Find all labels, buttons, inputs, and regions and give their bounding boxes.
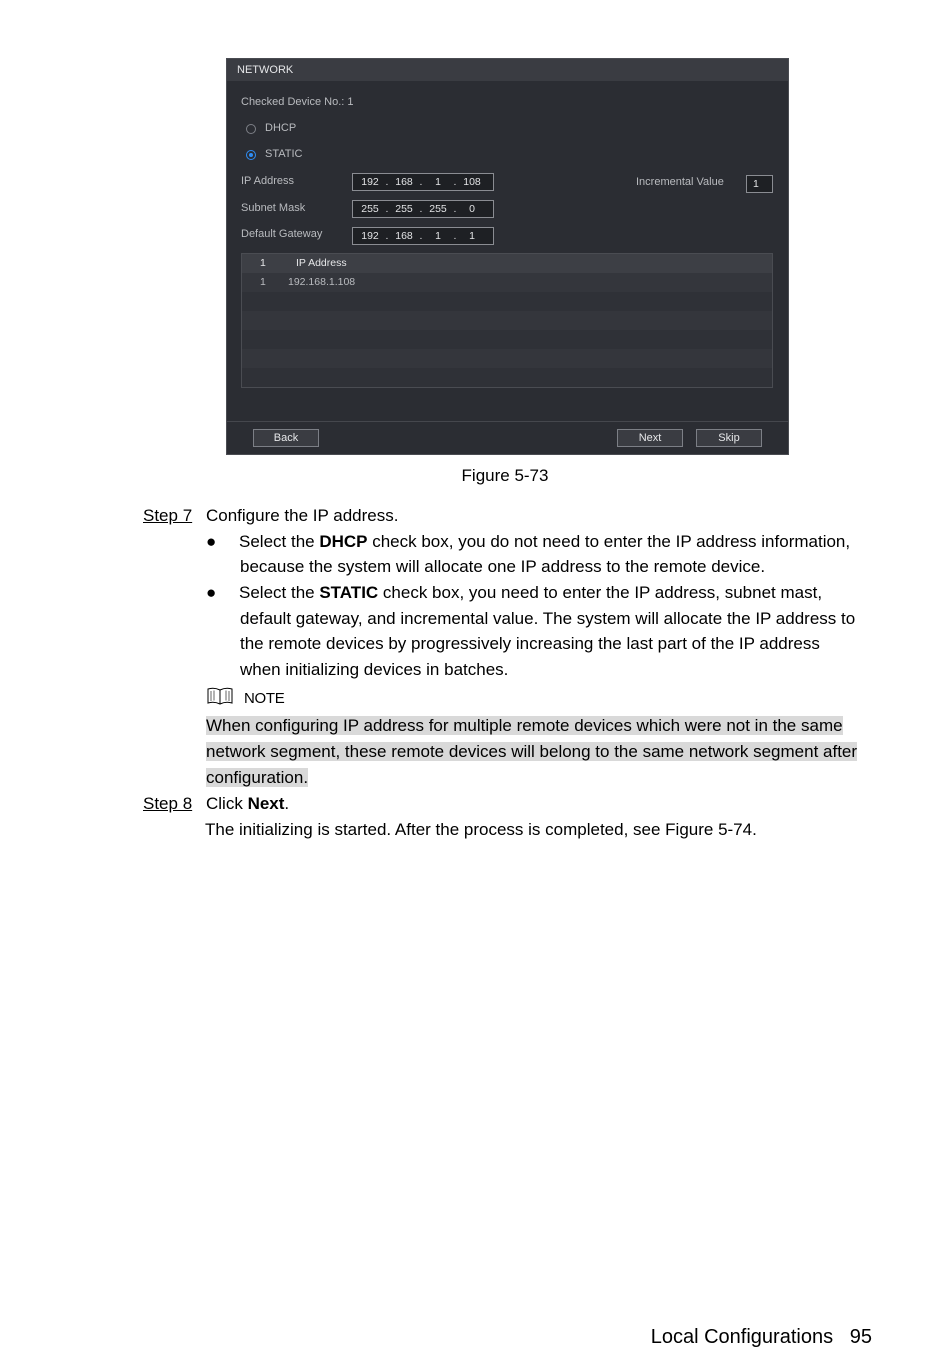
mask-octet-1: 255 [361, 203, 379, 215]
bullet-icon: ● [206, 532, 217, 551]
static-label: STATIC [265, 148, 303, 160]
ip-table [241, 253, 773, 388]
bullet2-line2: default gateway, and incremental value. The system will allocate the IP address to [240, 609, 856, 628]
ip-address-field[interactable]: 192 . 168 . 1 . 108 [352, 173, 494, 191]
page-number: 95 [849, 1326, 872, 1348]
incremental-value-label: Incremental Value [636, 176, 724, 188]
bullet1-line2: because the system will allocate one IP address to the remote device. [240, 557, 766, 576]
checked-device-label: Checked Device No.: 1 [241, 96, 354, 108]
column-header-index: 1 [260, 257, 266, 269]
ip-octet-4: 108 [463, 176, 481, 188]
ip-octet-1: 192 [361, 176, 379, 188]
table-row-empty [242, 292, 772, 311]
row-index: 1 [260, 276, 266, 288]
bullet2-line1: Select the STATIC check box, you need to enter the IP address, subnet mast, [239, 583, 823, 602]
table-row-empty [242, 330, 772, 349]
step8-text: Click Next. [206, 794, 290, 813]
note-line3: configuration. [206, 768, 309, 787]
step8-label: Step 8 [143, 794, 193, 813]
table-row[interactable] [242, 273, 772, 292]
mask-octet-2: 255 [395, 203, 413, 215]
panel-divider [227, 421, 788, 422]
dhcp-radio[interactable] [246, 124, 256, 134]
ip-address-label: IP Address [241, 175, 294, 187]
window-title: NETWORK [227, 59, 788, 81]
static-radio[interactable] [246, 150, 256, 160]
bullet2-line3: the remote devices by progressively increasing the last part of the IP address [240, 634, 820, 653]
column-header-ip: IP Address [296, 257, 347, 269]
gw-octet-2: 168 [395, 230, 413, 242]
ip-octet-2: 168 [395, 176, 413, 188]
gw-octet-4: 1 [469, 230, 475, 242]
note-line1: When configuring IP address for multiple remote devices which were not in the same [206, 716, 843, 735]
default-gateway-field[interactable]: 192 . 168 . 1 . 1 [352, 227, 494, 245]
note-label: NOTE [244, 690, 285, 707]
table-header [242, 254, 772, 273]
bullet2-line4: when initializing devices in batches. [240, 660, 509, 679]
back-button[interactable]: Back [253, 429, 319, 447]
bullet1-line1: Select the DHCP check box, you do not need to enter the IP address information, [239, 532, 851, 551]
table-row-empty [242, 349, 772, 368]
table-row-empty [242, 368, 772, 387]
mask-octet-4: 0 [469, 203, 475, 215]
mask-octet-3: 255 [429, 203, 447, 215]
page-footer [651, 1326, 872, 1349]
dhcp-label: DHCP [265, 122, 297, 134]
book-icon [206, 686, 234, 706]
default-gateway-label: Default Gateway [241, 228, 323, 240]
skip-button[interactable]: Skip [696, 429, 762, 447]
ip-octet-3: 1 [435, 176, 441, 188]
subnet-mask-label: Subnet Mask [241, 202, 306, 214]
bullet-icon: ● [206, 583, 217, 602]
row-ip: 192.168.1.108 [288, 276, 356, 288]
subnet-mask-field[interactable]: 255 . 255 . 255 . 0 [352, 200, 494, 218]
footer-section: Local Configurations [650, 1326, 834, 1348]
next-button[interactable]: Next [617, 429, 683, 447]
incremental-value-input[interactable]: 1 [746, 175, 773, 193]
table-row-empty [242, 311, 772, 330]
figure-caption: Figure 5-73 [461, 466, 549, 485]
gw-octet-3: 1 [435, 230, 441, 242]
network-screenshot [226, 58, 789, 455]
note-line2: network segment, these remote devices will belong to the same network segment after [206, 742, 858, 761]
step7-label: Step 7 [143, 506, 193, 525]
step7-text: Configure the IP address. [206, 506, 399, 525]
gw-octet-1: 192 [361, 230, 379, 242]
step8-result: The initializing is started. After the process is completed, see Figure 5-74. [205, 820, 757, 839]
